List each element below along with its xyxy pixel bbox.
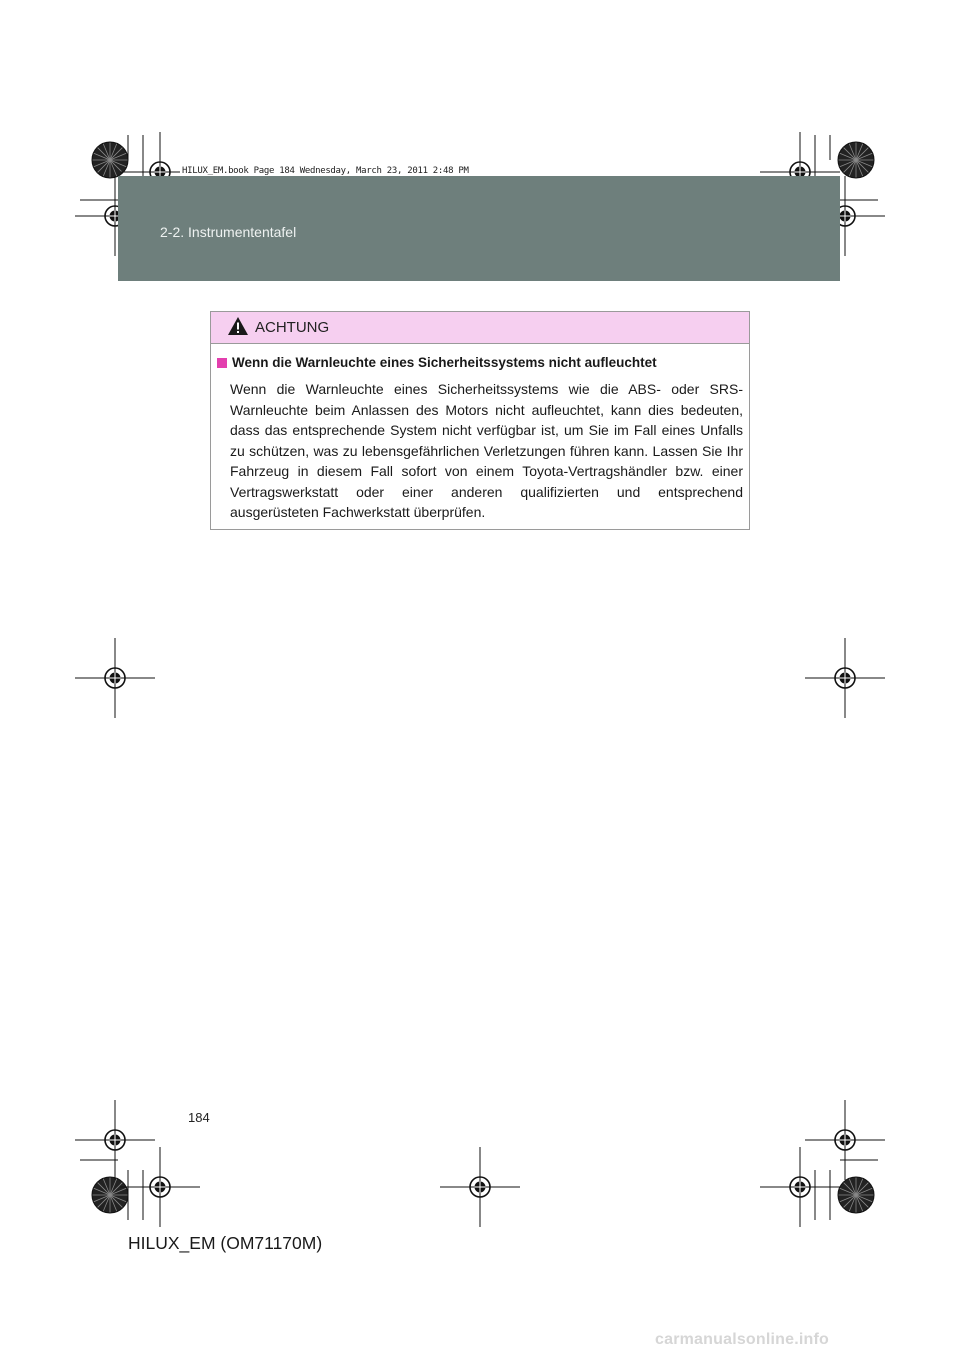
caution-heading: [217, 355, 745, 370]
registration-target-icon: [805, 638, 885, 718]
registration-wheel-icon: [92, 142, 128, 178]
registration-target-icon: [75, 638, 155, 718]
registration-target-icon: [805, 1100, 885, 1180]
section-header-band: [118, 176, 840, 281]
section-title: 2-2. Instrumententafel: [160, 224, 297, 240]
square-bullet-icon: [217, 358, 227, 368]
registration-target-icon: [75, 1100, 155, 1180]
caution-header: [211, 312, 749, 344]
registration-wheel-icon: [92, 1177, 128, 1213]
file-stamp: HILUX_EM.book Page 184 Wednesday, March 23, 2011 2:48 PM: [182, 166, 469, 176]
model-code: HILUX_EM (OM71170M): [128, 1233, 323, 1253]
registration-target-icon: [440, 1147, 520, 1227]
page-number: 184: [188, 1110, 210, 1125]
registration-target-icon: [760, 1147, 840, 1227]
registration-wheel-icon: [838, 142, 874, 178]
watermark: carmanualsonline.info: [655, 1331, 830, 1348]
warning-triangle-icon: [227, 316, 249, 336]
registration-wheel-icon: [838, 1177, 874, 1213]
caution-body: Wenn die Warnleuchte eines Sicherheitssystems wie die ABS- oder SRS-Warnleuchte beim Anlassen des Motors nicht aufleuchtet, kann dies bedeuten, dass das entsprechende System nicht verfügbar ist, um Sie im Fall eines Unfalls zu schützen, was zu lebensgefährlichen Verletzungen führen kann. Lassen Sie Ihr Fahrzeug in diesem Fall sofort von einem Toyota-Vertragshändler bzw. einer Vertragswerkstatt oder einer anderen qualifizierten und entsprechend ausgerüsteten Fachwerkstatt überprüfen.: [230, 381, 743, 520]
registration-target-icon: [120, 1147, 200, 1227]
caution-heading-text: Wenn die Warnleuchte eines Sicherheitssystems nicht aufleuchtet: [232, 355, 657, 370]
caution-title: ACHTUNG: [255, 319, 330, 336]
caution-box: [210, 311, 750, 530]
